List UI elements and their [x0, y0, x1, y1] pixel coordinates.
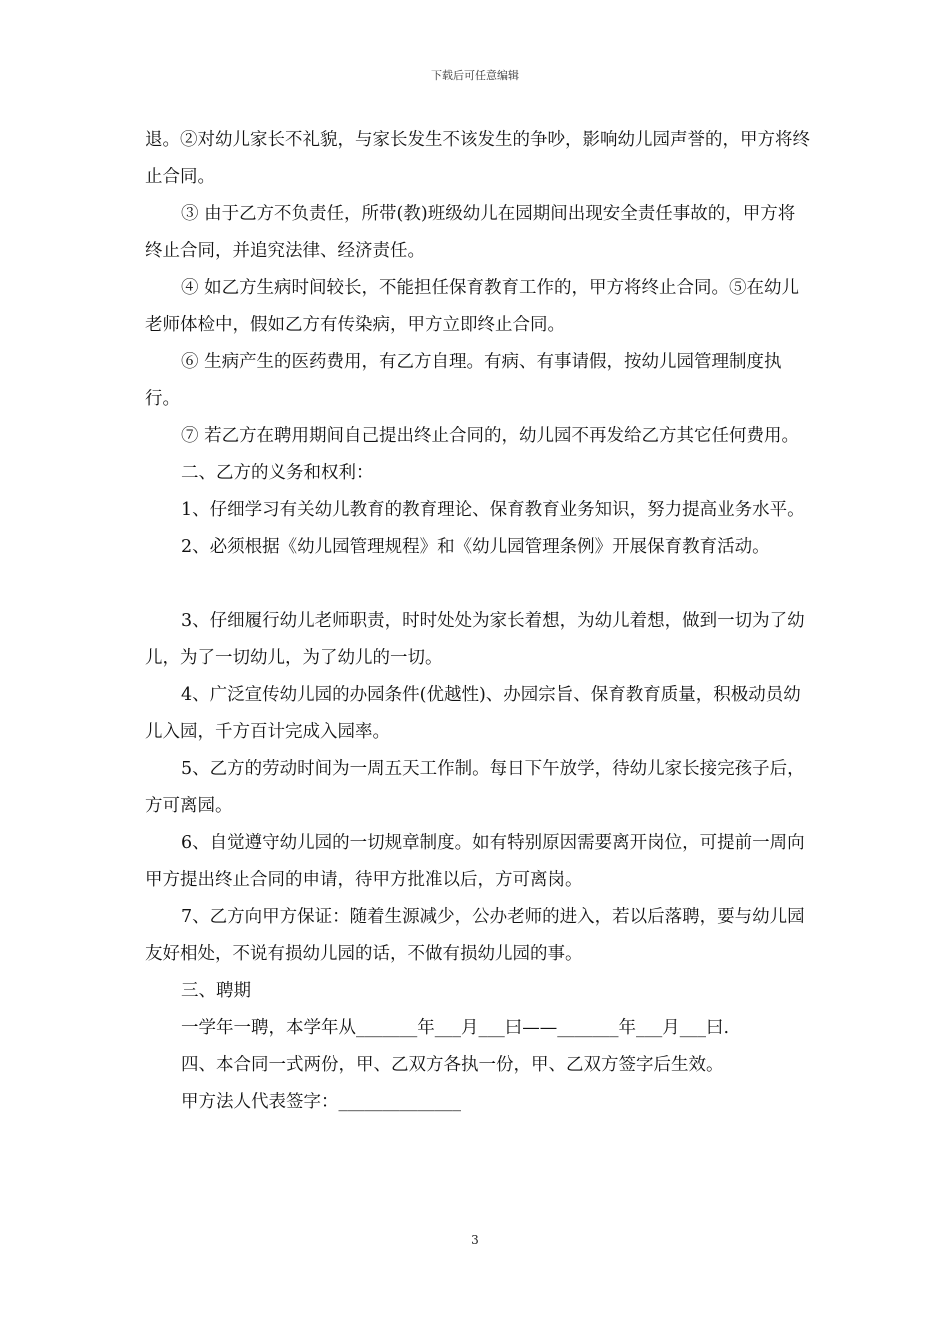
paragraph-item-2: 2、必须根据《幼儿园管理规程》和《幼儿园管理条例》开展保育教育活动。 [181, 537, 770, 557]
paragraph-item-6: 6、自觉遵守幼儿园的一切规章制度。如有特别原因需要离开岗位，可提前一周向甲方提出终止合同的申请，待甲方批准以后，方可离岗。 [145, 833, 805, 890]
term-period-line: 一学年一聘，本学年从_______年___月___曰——_______年___月___曰. [181, 1018, 730, 1038]
page-number: 3 [471, 1233, 479, 1247]
paragraph-item-4: 4、广泛宣传幼儿园的办园条件(优越性)、办园宗旨、保育教育质量，积极动员幼儿入园，千方百计完成入园率。 [145, 685, 801, 742]
signature-line: 甲方法人代表签字：______________ [181, 1092, 461, 1112]
blank-line [145, 566, 810, 603]
copies-clause: 四、本合同一式两份，甲、乙双方各执一份，甲、乙双方签字后生效。 [181, 1055, 724, 1075]
section-heading-obligations: 二、乙方的义务和权利： [181, 463, 374, 483]
paragraph-1: 退。②对幼儿家长不礼貌，与家长发生不该发生的争吵，影响幼儿园声誉的，甲方将终止合同。 [145, 130, 810, 187]
paragraph-2: ③ 由于乙方不负责任，所带(教)班级幼儿在园期间出现安全责任事故的，甲方将终止合同，并追究法律、经济责任。 [145, 204, 796, 261]
document-body [145, 122, 810, 1121]
paragraph-item-5: 5、乙方的劳动时间为一周五天工作制。每日下午放学，待幼儿家长接完孩子后，方可离园。 [145, 759, 805, 816]
paragraph-3: ④ 如乙方生病时间较长，不能担任保育教育工作的，甲方将终止合同。⑤在幼儿老师体检中，假如乙方有传染病，甲方立即终止合同。 [145, 278, 800, 335]
paragraph-item-1: 1、仔细学习有关幼儿教育的教育理论、保育教育业务知识，努力提高业务水平。 [181, 500, 805, 520]
paragraph-5: ⑦ 若乙方在聘用期间自己提出终止合同的，幼儿园不再发给乙方其它任何费用。 [181, 426, 800, 446]
page-header: 下载后可任意编辑 [431, 69, 519, 82]
paragraph-item-3: 3、仔细履行幼儿老师职责，时时处处为家长着想，为幼儿着想，做到一切为了幼儿，为了一切幼儿，为了幼儿的一切。 [145, 611, 805, 668]
paragraph-item-7: 7、乙方向甲方保证：随着生源减少，公办老师的进入，若以后落聘，要与幼儿园友好相处，不说有损幼儿园的话，不做有损幼儿园的事。 [145, 907, 805, 964]
paragraph-4: ⑥ 生病产生的医药费用，有乙方自理。有病、有事请假，按幼儿园管理制度执行。 [145, 352, 782, 409]
section-heading-term: 三、聘期 [181, 981, 251, 1001]
